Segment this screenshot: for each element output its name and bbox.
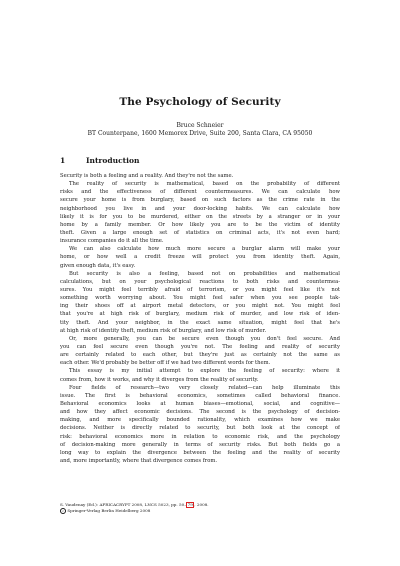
- body-line: theft. Given a large enough set of statistics on criminal acts, it's not even hard;: [60, 229, 340, 236]
- body-line: This essay is my initial attempt to explore the feeling of security: where it: [69, 368, 340, 375]
- body-line: neighborhood you live in and your door-locking habits. We can calculate how: [60, 205, 340, 212]
- body-line: But security is also a feeling, based not on probabilities and mathematical: [69, 270, 340, 277]
- body-line: and, more importantly, where that divergence comes from.: [60, 457, 218, 464]
- body-line: making, and more specifically bounded rationality, which examines how we make: [60, 417, 340, 424]
- copyright-line: [60, 508, 340, 514]
- page-link[interactable]: 79: [187, 502, 193, 507]
- body-line: insurance companies do it all the time.: [60, 238, 164, 245]
- body-line: secure your home is from burglary, based on such factors as the crime rate in the: [60, 197, 340, 204]
- body-line: given enough data, it's easy.: [60, 262, 136, 269]
- body-line: comes from, how it works, and why it diverges from the reality of security.: [60, 376, 259, 383]
- paper-title: The Psychology of Security: [119, 96, 281, 108]
- body-line: Four fields of research—two very closely related—can help illuminate this: [69, 384, 340, 391]
- author-affiliation: BT Counterpane, 1600 Memorex Drive, Suite 200, Santa Clara, CA 95050: [87, 130, 313, 137]
- body-line: sures. You might feel terribly afraid of terrorism, or you might feel like it's not: [60, 286, 340, 293]
- body-line: issue. The first is behavioral economics, sometimes called behavioral finance.: [60, 392, 340, 399]
- footnote: [60, 502, 340, 515]
- section-number: 1: [60, 156, 66, 165]
- body-line: Behavioral economics looks at human biases—emotional, social, and cognitive—: [60, 400, 340, 407]
- section-title: Introduction: [86, 156, 140, 165]
- body-line: ing their shoes off at airport metal detectors, or you might not. You might feel: [60, 303, 340, 310]
- citation-text: S. Vaudenay (Ed.): AFRICACRYPT 2008, LNCS 5023, pp. 50–: [60, 502, 187, 507]
- body-line: each other. We'd probably be better off if we had two different words for them.: [60, 360, 271, 367]
- body-line: that you're at high risk of burglary, medium risk of murder, and low risk of iden-: [60, 311, 340, 318]
- body-line: calculations, but on your psychological reactions to both risks and countermea-: [60, 278, 340, 285]
- body-line: home by a family member. Or how likely you are to be the victim of identity: [60, 221, 340, 228]
- body-line: likely it is for you to be murdered, either on the streets by a stranger or in your: [60, 213, 340, 220]
- body-line: you can feel secure even though you're not. The feeling and reality of security: [60, 343, 340, 350]
- body-line: We can also calculate how much more secure a burglar alarm will make your: [69, 246, 340, 253]
- body-line: home, or how well a credit freeze will protect you from identity theft. Again,: [60, 254, 340, 261]
- body-line: decisions. Neither is directly related to security, but both look at the concept of: [60, 425, 340, 432]
- body-line: Or, more generally, you can be secure even though you don't feel secure. And: [69, 335, 340, 342]
- section-heading: [60, 156, 139, 165]
- body-line: are certainly related to each other, but they're just as certainly not the same as: [60, 352, 340, 359]
- body-line: risk: behavioral economics more in relation to economic risk, and the psychology: [60, 433, 340, 440]
- body-line: and how they affect economic decisions. The second is the psychology of decision-: [60, 409, 340, 416]
- body-line: The reality of security is mathematical, based on the probability of different: [69, 181, 340, 188]
- copyright-text: Springer-Verlag Berlin Heidelberg 2008: [67, 508, 151, 514]
- body-line: of decision-making more generally in terms of security risks. But both fields go a: [60, 441, 340, 448]
- body-line: something worth worrying about. You might feel safer when you see people tak-: [60, 295, 340, 302]
- copyright-icon: c: [60, 508, 66, 514]
- body-line: Security is both a feeling and a reality. And they're not the same.: [60, 173, 234, 179]
- body-text: [60, 172, 340, 465]
- author-name: Bruce Schneier: [176, 122, 224, 129]
- body-line: tity theft. And your neighbor, in the exact same situation, might feel that he's: [60, 319, 340, 326]
- body-line: long way to explain the divergence between the feeling and the reality of security: [60, 449, 340, 456]
- citation-year: , 2008.: [194, 502, 209, 507]
- body-line: at high risk of identity theft, medium risk of burglary, and low risk of murder.: [60, 327, 267, 334]
- body-line: risks and the effectiveness of different countermeasures. We can calculate how: [60, 189, 340, 196]
